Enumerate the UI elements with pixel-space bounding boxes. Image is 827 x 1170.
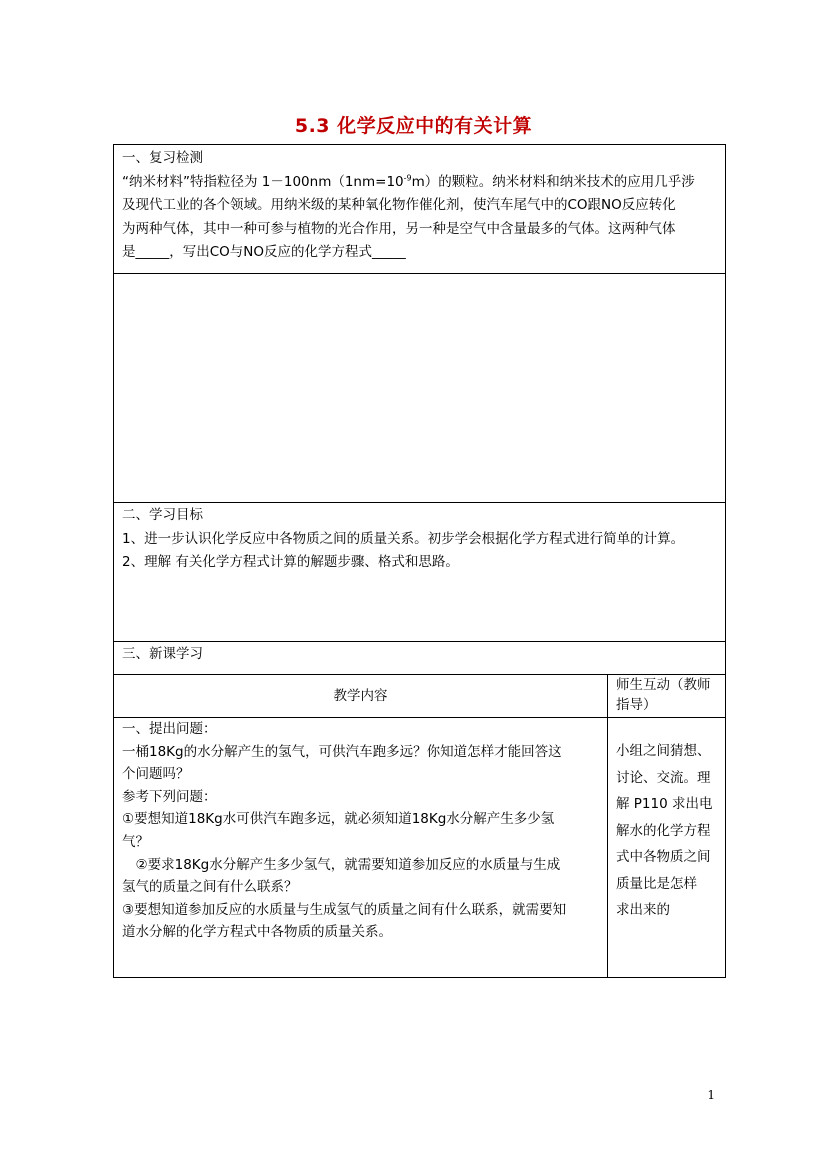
- interaction-line: 质量比是怎样: [616, 875, 697, 892]
- lesson-content-cell: [114, 718, 608, 977]
- content-line: 一桶18Kg的水分解产生的氢气，可供汽车跑多远？你知道怎样才能回答这: [122, 743, 562, 760]
- review-heading: 一、复习检测: [122, 150, 203, 166]
- lesson-table-header: [113, 674, 726, 718]
- interaction-line: 求出来的: [616, 902, 670, 918]
- content-line: 参考下列问题：: [122, 788, 217, 805]
- content-line: ②要求18Kg水分解产生多少氢气，就需要知道参加反应的水质量与生成: [122, 856, 561, 873]
- objectives-section: [113, 502, 726, 642]
- interaction-cell: [608, 718, 725, 977]
- interaction-line: 式中各物质之间: [616, 849, 711, 865]
- new-lesson-heading-row: [113, 641, 726, 675]
- objective-item-2: 2、理解 有关化学方程式计算的解题步骤、格式和思路。: [122, 554, 459, 570]
- content-line: 气？: [122, 833, 149, 850]
- content-line: 一、提出问题：: [122, 721, 217, 737]
- interaction-line: 解水的化学方程: [616, 822, 711, 839]
- column-header-content: 教学内容: [114, 675, 608, 717]
- interaction-line: 讨论、交流。理: [616, 769, 711, 786]
- review-section: [113, 144, 726, 274]
- objectives-heading: 二、学习目标: [122, 507, 203, 523]
- review-line-4: 是_____，写出CO与NO反应的化学方程式_____: [122, 244, 406, 260]
- content-line: ③要想知道参加反应的水质量与生成氢气的质量之间有什么联系，就需要知: [122, 901, 567, 918]
- content-line: 个问题吗？: [122, 766, 190, 783]
- review-line-3: 为两种气体，其中一种可参与植物的光合作用，另一种是空气中含量最多的气体。这两种气体: [122, 220, 676, 237]
- interaction-line: 解 P110 求出电: [616, 796, 713, 812]
- page-number: 1: [707, 1088, 715, 1102]
- review-line-2: 及现代工业的各个领域。用纳米级的某种氧化物作催化剂，使汽车尾气中的CO跟NO反应转化: [122, 197, 676, 213]
- page-title: 5.3 化学反应中的有关计算: [294, 115, 533, 137]
- review-answer-area[interactable]: [113, 273, 726, 503]
- lesson-table-body: [113, 717, 726, 978]
- content-line: 道水分解的化学方程式中各物质的质量关系。: [122, 924, 392, 941]
- content-line: 氢气的质量之间有什么联系？: [122, 879, 298, 896]
- new-lesson-heading: 三、新课学习: [122, 646, 203, 662]
- interaction-line: 小组之间猜想、: [616, 743, 711, 759]
- content-line: ①要想知道18Kg水可供汽车跑多远，就必须知道18Kg水分解产生多少氢: [122, 811, 555, 828]
- column-header-interaction: 师生互动（教师 指导）: [616, 677, 711, 713]
- review-line-1: “纳米材料”特指粒径为 $1-100nm(1nm=10^{-9}m)$的颗粒。纳米材料和纳米技术的应用几乎涉: [122, 173, 695, 190]
- objective-item-1: 1、进一步认识化学反应中各物质之间的质量关系。初步学会根据化学方程式进行简单的计算。: [122, 530, 685, 547]
